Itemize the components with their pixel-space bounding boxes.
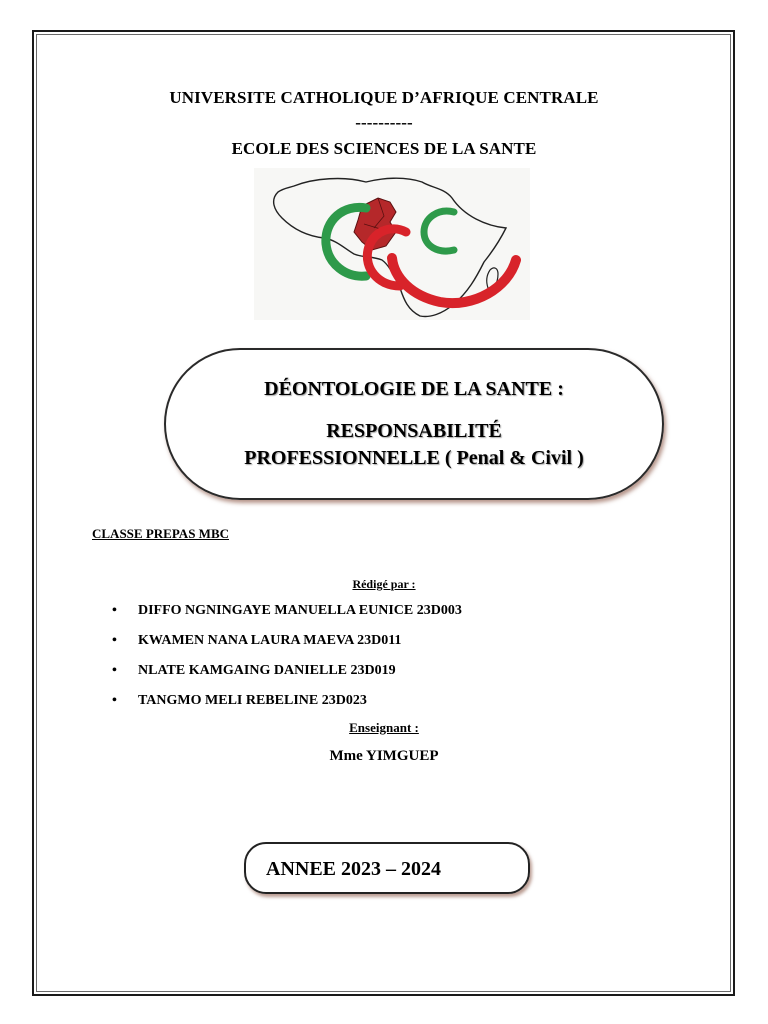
academic-year: ANNEE 2023 – 2024 [266, 858, 442, 880]
title-line-3: PROFESSIONNELLE ( Penal & Civil ) [244, 447, 584, 469]
bullet: • [112, 603, 117, 618]
author-name: KWAMEN NANA LAURA MAEVA 23D011 [138, 633, 402, 648]
author-item [110, 690, 462, 720]
school-name: ECOLE DES SCIENCES DE LA SANTE [231, 139, 537, 158]
author-item [110, 660, 462, 690]
authors-list [110, 600, 462, 720]
university-name: UNIVERSITE CATHOLIQUE D’AFRIQUE CENTRALE [169, 88, 599, 107]
header-separator: ---------- [355, 113, 413, 132]
author-name: DIFFO NGNINGAYE MANUELLA EUNICE 23D003 [138, 603, 462, 618]
class-label: CLASSE PREPAS MBC [92, 526, 230, 541]
author-name: TANGMO MELI REBELINE 23D023 [138, 693, 367, 708]
title-box [164, 348, 664, 500]
author-item [110, 600, 462, 630]
written-by-label: Rédigé par : [352, 577, 416, 591]
author-name: NLATE KAMGAING DANIELLE 23D019 [138, 663, 396, 678]
author-item [110, 630, 462, 660]
teacher-label: Enseignant : [349, 720, 419, 735]
bullet: • [112, 693, 117, 708]
title-line-1: DÉONTOLOGIE DE LA SANTE : [264, 378, 564, 400]
africa-map-ucac-logo [254, 168, 530, 320]
title-line-2: RESPONSABILITÉ [326, 420, 502, 442]
bullet: • [112, 633, 117, 648]
academic-year-box [244, 842, 530, 894]
teacher-name: Mme YIMGUEP [329, 748, 439, 764]
bullet: • [112, 663, 117, 678]
